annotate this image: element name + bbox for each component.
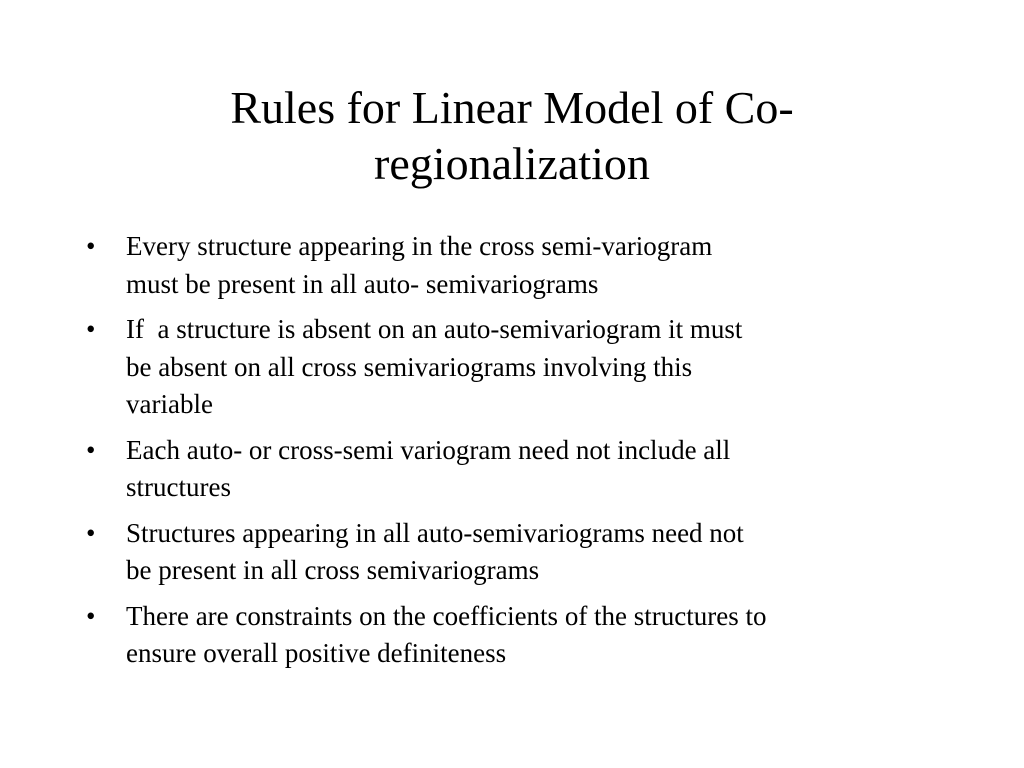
bullet-text-line: Each auto- or cross-semi variogram need not include all (126, 434, 731, 465)
bullet-item (84, 515, 954, 590)
bullet-text-line: There are constraints on the coefficients of the structures to (126, 600, 767, 631)
bullet-text-line: Structures appearing in all auto-semivariograms need not (126, 517, 744, 548)
bullet-icon: • (86, 231, 96, 261)
bullet-text-line: be present in all cross semivariograms (126, 555, 540, 585)
title-line: regionalization (374, 138, 650, 189)
bullet-item (84, 598, 954, 673)
bullet-list (84, 228, 954, 681)
bullet-item (84, 311, 954, 424)
slide-title (150, 80, 874, 192)
bullet-text-line: be absent on all cross semivariograms involving this (126, 351, 693, 382)
title-line: Rules for Linear Model of Co- (230, 82, 794, 133)
bullet-item (84, 432, 954, 507)
bullet-text-line: structures (126, 472, 231, 502)
bullet-icon: • (86, 600, 96, 631)
bullet-icon: • (86, 314, 96, 344)
bullet-text-line: ensure overall positive definiteness (126, 638, 507, 668)
bullet-text-line: variable (126, 389, 213, 419)
bullet-icon: • (86, 517, 96, 548)
bullet-icon: • (86, 434, 96, 465)
bullet-text-line: must be present in all auto- semivariograms (126, 268, 599, 299)
bullet-text-line: If a structure is absent on an auto-semivariogram it must (126, 314, 743, 344)
bullet-item (84, 228, 954, 303)
bullet-text-line: Every structure appearing in the cross semi-variogram (126, 231, 713, 261)
